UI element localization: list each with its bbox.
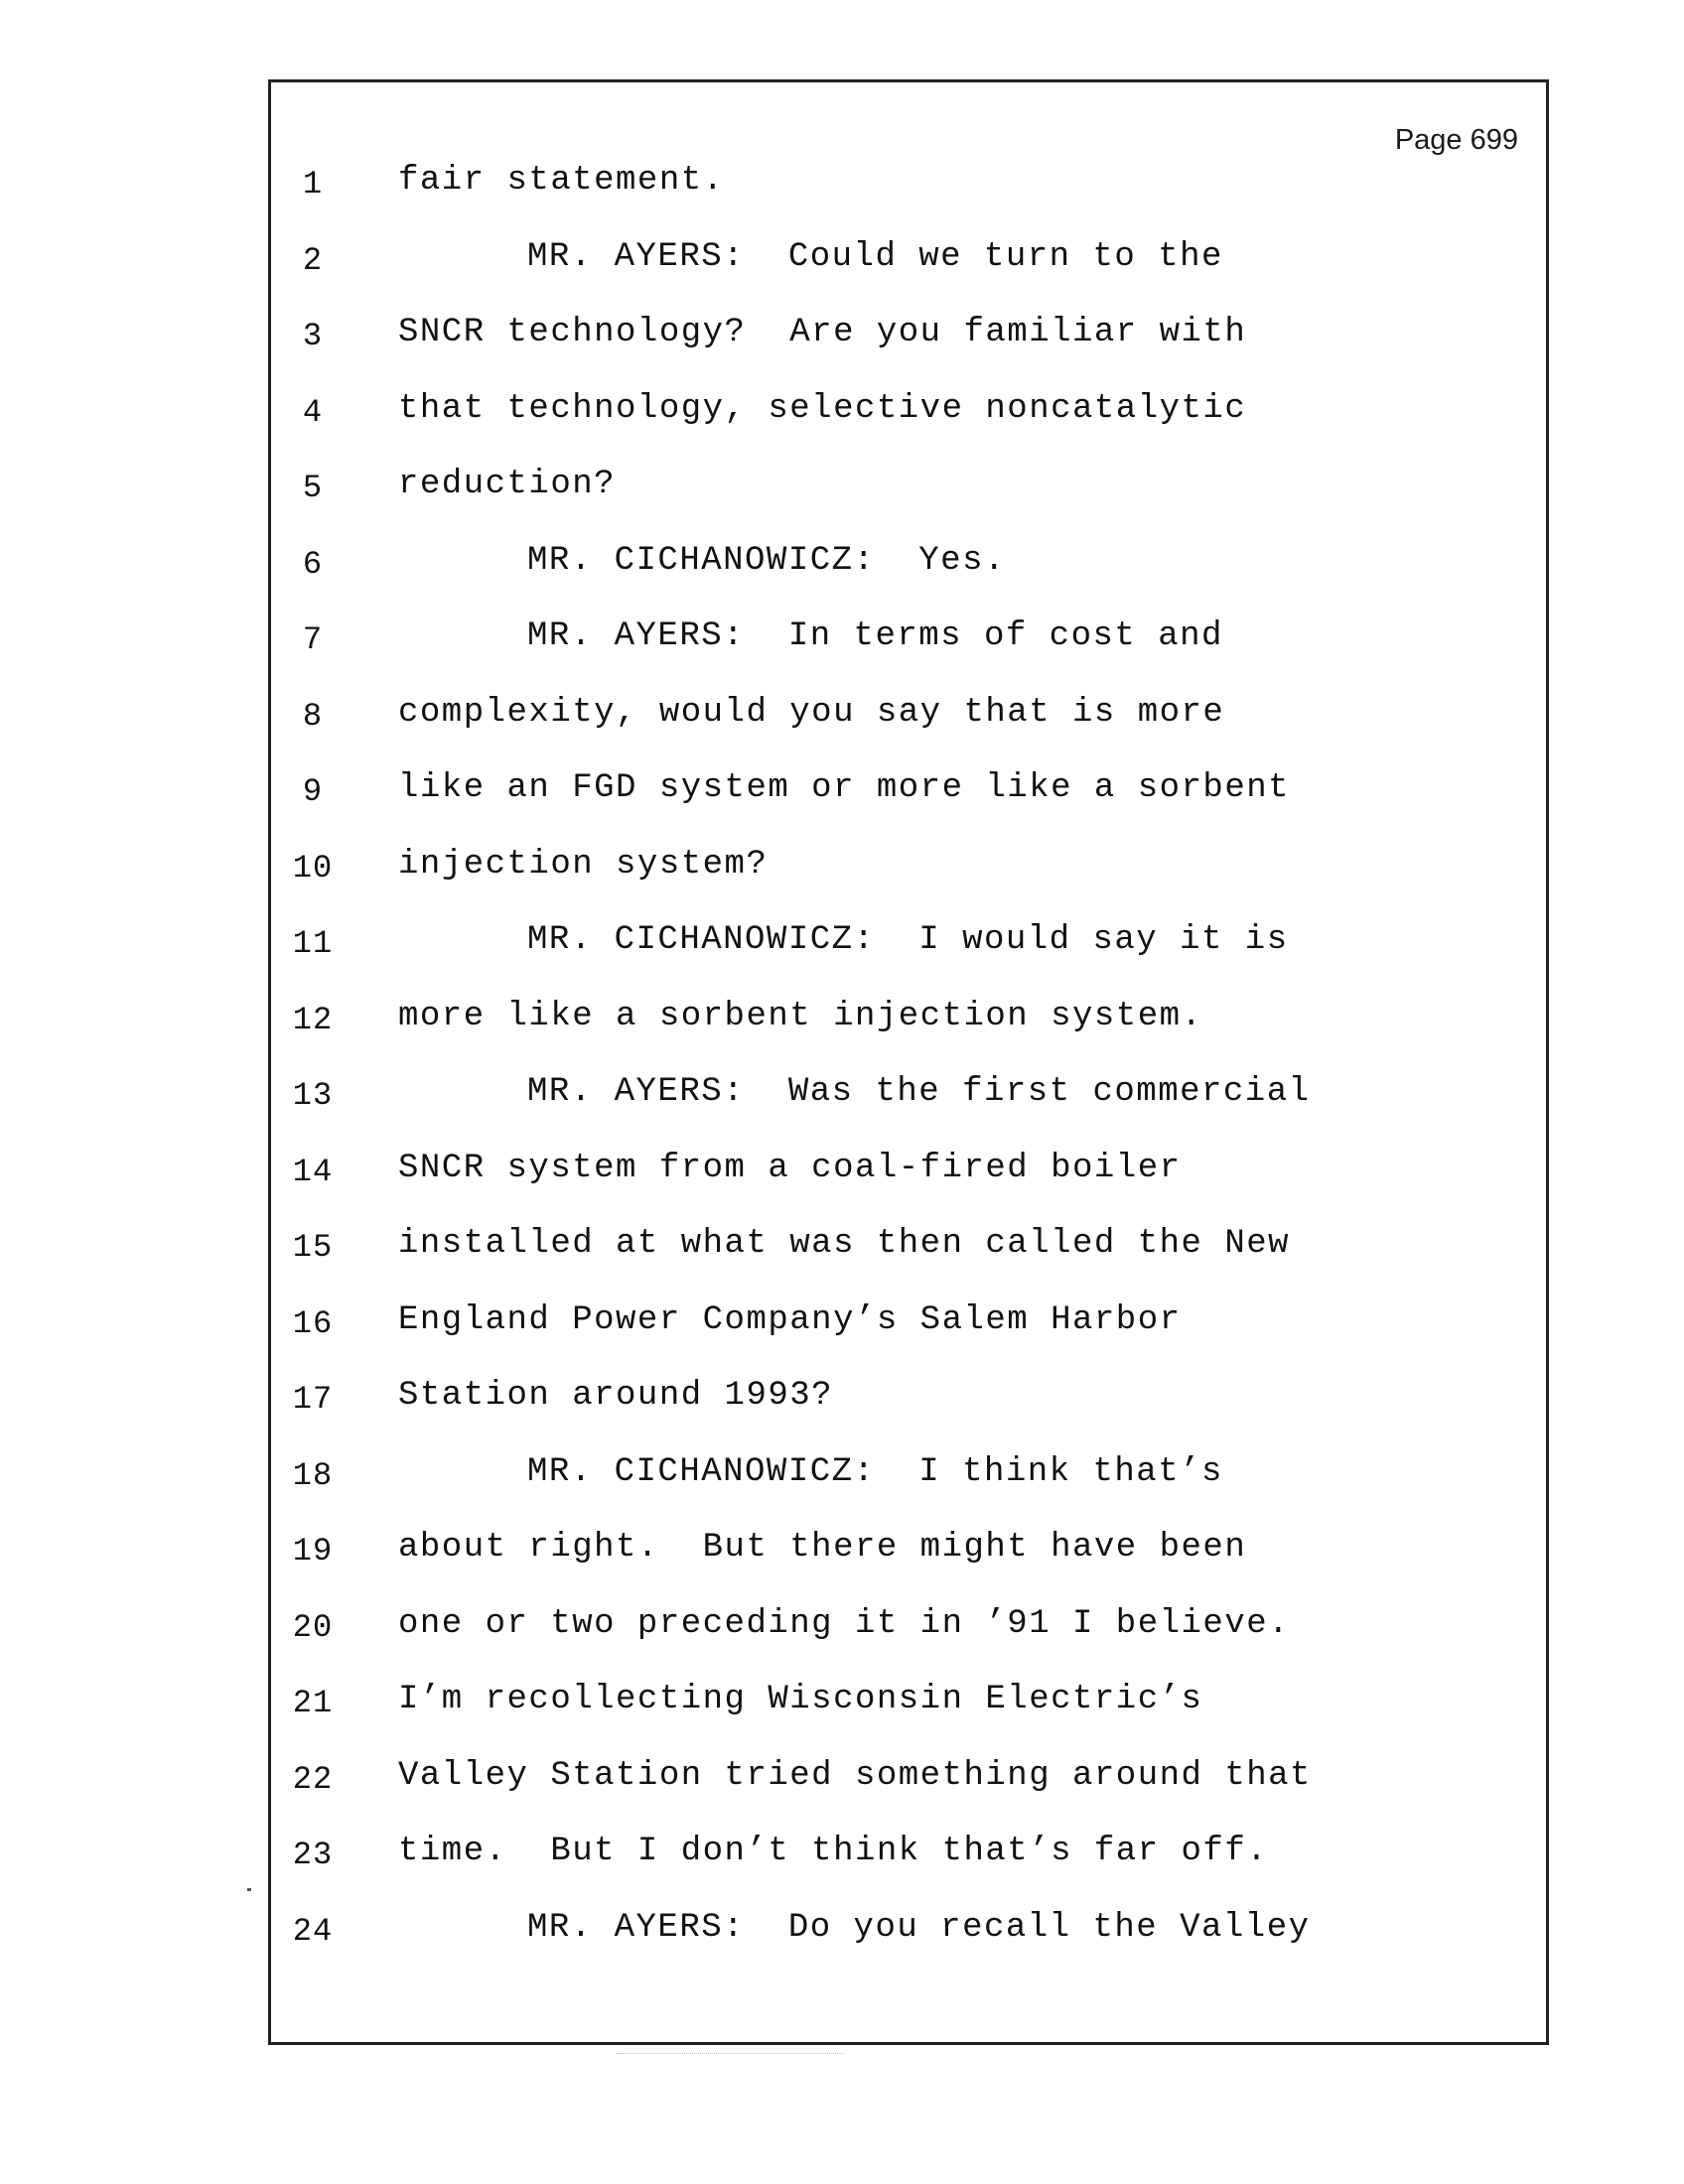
line-text: reduction? (398, 466, 617, 503)
line-text: more like a sorbent injection system. (398, 997, 1203, 1035)
transcript-line (271, 988, 1546, 1064)
transcript-page (268, 79, 1549, 2045)
line-text: MR. AYERS: Do you recall the Valley (527, 1908, 1311, 1947)
line-number: 21 (292, 1685, 334, 1721)
line-text: Station around 1993? (398, 1377, 834, 1415)
transcript-line (271, 684, 1546, 760)
line-number: 10 (292, 849, 334, 887)
transcript-line (271, 532, 1546, 609)
line-text: I’m recollecting Wisconsin Electric’s (398, 1681, 1203, 1718)
line-text: SNCR technology? Are you familiar with (398, 314, 1247, 351)
line-number: 9 (302, 773, 324, 810)
line-text: MR. CICHANOWICZ: I would say it is (527, 921, 1289, 959)
transcript-line (271, 456, 1546, 532)
transcript-line (271, 1140, 1546, 1216)
line-text: about right. But there might have been (398, 1529, 1247, 1567)
transcript-line (271, 608, 1546, 684)
transcript-line (271, 759, 1546, 836)
transcript-line (271, 1292, 1546, 1368)
line-number: 19 (292, 1533, 334, 1570)
line-number: 23 (292, 1837, 334, 1873)
transcript-line (271, 1671, 1546, 1747)
page-number: Page 699 (1394, 124, 1518, 156)
line-text: complexity, would you say that is more (398, 693, 1225, 732)
line-text: MR. CICHANOWICZ: I think that’s (527, 1452, 1223, 1491)
line-number: 3 (302, 318, 324, 354)
line-text: that technology, selective noncatalytic (398, 389, 1247, 428)
line-number: 1 (302, 166, 324, 203)
line-number: 16 (292, 1304, 334, 1342)
line-text: one or two preceding it in ’91 I believe. (398, 1604, 1291, 1643)
transcript-line (271, 1595, 1546, 1672)
line-number: 4 (302, 393, 324, 431)
line-number: 18 (292, 1456, 334, 1494)
transcript-line (271, 1063, 1546, 1140)
transcript-line (271, 152, 1546, 228)
line-text: MR. AYERS: In terms of cost and (527, 617, 1223, 655)
transcript-line (271, 1443, 1546, 1520)
line-number: 11 (292, 925, 334, 962)
line-number: 20 (292, 1608, 334, 1646)
line-text: MR. AYERS: Could we turn to the (527, 237, 1223, 276)
line-number: 5 (302, 470, 324, 506)
transcript-line (271, 836, 1546, 912)
transcript-line (271, 1899, 1546, 1976)
line-text: injection system? (398, 845, 769, 884)
transcript-line (271, 1215, 1546, 1292)
transcript-line (271, 1367, 1546, 1443)
transcript-lines (271, 152, 1546, 1975)
line-number: 2 (302, 241, 324, 279)
line-number: 24 (292, 1912, 334, 1950)
line-number: 6 (302, 545, 324, 583)
line-text: England Power Company’s Salem Harbor (398, 1300, 1182, 1339)
line-number: 22 (292, 1760, 334, 1798)
line-text: like an FGD system or more like a sorbent (398, 769, 1291, 807)
line-number: 8 (302, 697, 324, 735)
transcript-line (271, 228, 1546, 305)
line-text: Valley Station tried something around that (398, 1756, 1312, 1795)
transcript-line (271, 1747, 1546, 1824)
transcript-line (271, 911, 1546, 988)
transcript-line (271, 1823, 1546, 1899)
line-text: MR. AYERS: Was the first commercial (527, 1073, 1311, 1111)
line-text: SNCR system from a coal-fired boiler (398, 1149, 1182, 1187)
line-text: fair statement. (398, 162, 725, 200)
transcript-line (271, 304, 1546, 380)
line-number: 13 (292, 1077, 334, 1114)
transcript-line (271, 1519, 1546, 1595)
line-text: MR. CICHANOWICZ: Yes. (527, 541, 1006, 580)
line-number: 14 (292, 1153, 334, 1190)
line-text: installed at what was then called the New (398, 1225, 1291, 1263)
scan-artifact (616, 2053, 844, 2054)
line-number: 12 (292, 1001, 334, 1038)
line-text: time. But I don’t think that’s far off. (398, 1833, 1269, 1870)
stray-mark (247, 1888, 251, 1891)
line-number: 17 (292, 1381, 334, 1418)
line-number: 15 (292, 1229, 334, 1266)
line-number: 7 (302, 621, 324, 658)
transcript-line (271, 380, 1546, 457)
